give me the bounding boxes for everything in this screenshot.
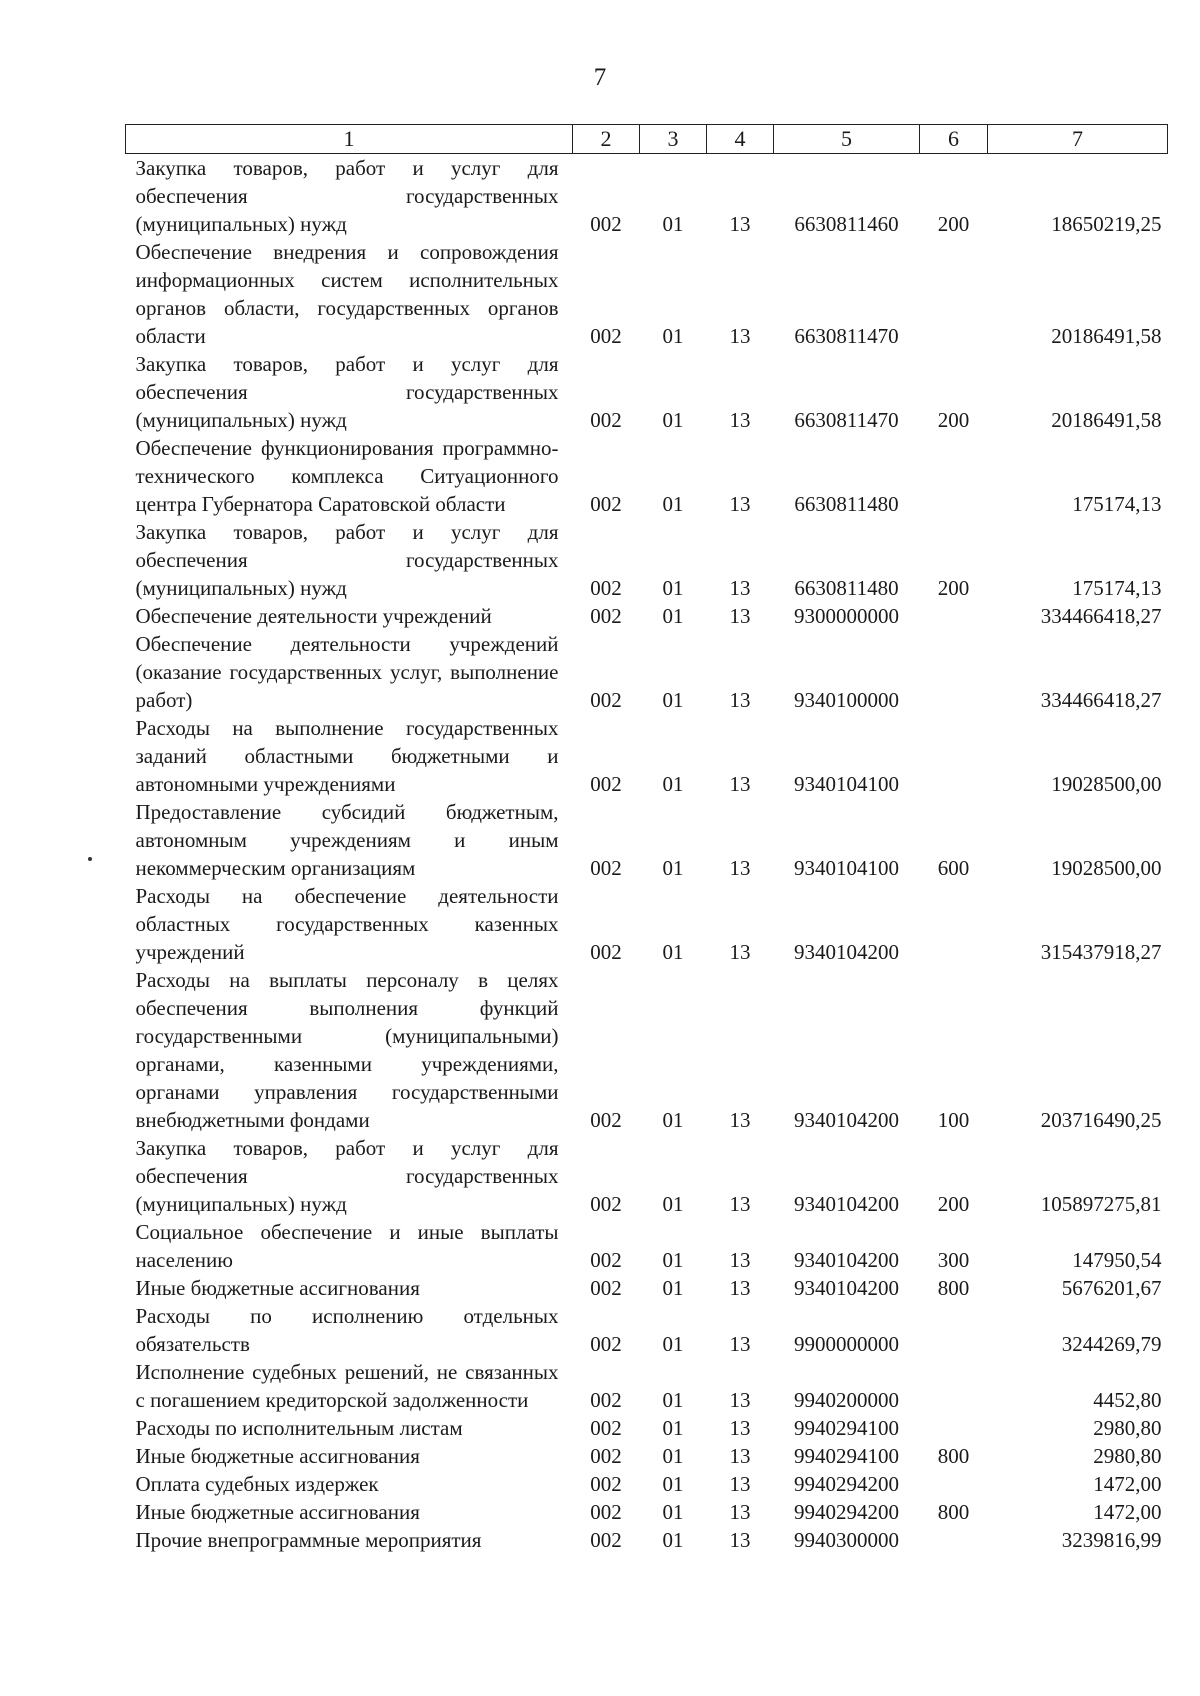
expense-type-code-cell [920,882,988,966]
amount-cell: 3244269,79 [1061,1332,1162,1356]
section-code-cell: 01 [662,940,684,964]
subsection-code-cell: 13 [729,576,751,600]
amount-cell: 334466418,27 [1040,688,1162,712]
subsection-code-cell: 13 [729,1192,751,1216]
expense-name-cell: Обеспечение деятельности учреждений (оказание государственных услуг, выполнение работ) [135,632,559,712]
section-code-cell: 01 [662,1192,684,1216]
expense-type-code-cell [920,238,988,350]
target-item-code-cell: 6630811470 [794,408,899,432]
page-number: 7 [593,64,607,91]
amount-cell: 20186491,58 [1051,408,1162,432]
table-row [126,238,1168,350]
expense-type-code-cell [920,630,988,714]
amount-cell: 3239816,99 [1061,1528,1162,1552]
scan-speck [88,857,92,861]
subsection-code-cell: 13 [729,324,751,348]
subsection-code-cell: 13 [729,1472,751,1496]
header-cell-2: 2 [573,125,640,154]
table-row [126,1302,1168,1358]
target-item-code-cell: 9940200000 [794,1388,899,1412]
target-item-code-cell: 9940294200 [794,1472,899,1496]
amount-cell: 1472,00 [1093,1472,1162,1496]
table-row [126,1358,1168,1414]
subsection-code-cell: 13 [729,1332,751,1356]
expense-type-code-cell: 600 [937,856,970,880]
table-row [126,1498,1168,1526]
subsection-code-cell: 13 [729,1528,751,1552]
expense-name-cell: Закупка товаров, работ и услуг для обеспечения государственных (муниципальных) нужд [135,1136,559,1216]
ministry-code-cell: 002 [590,1472,622,1496]
ministry-code-cell: 002 [590,576,622,600]
header-cell-7: 7 [988,125,1168,154]
target-item-code-cell: 9340104100 [794,772,899,796]
table-row [126,1134,1168,1218]
expense-name-cell: Иные бюджетные ассигнования [135,1276,420,1300]
subsection-code-cell: 13 [729,212,751,236]
table-row [126,154,1168,239]
section-code-cell: 01 [662,856,684,880]
target-item-code-cell: 9340104200 [794,1276,899,1300]
amount-cell: 1472,00 [1093,1500,1162,1524]
expense-name-cell: Расходы на выплаты персоналу в целях обеспечения выполнения функций государственными (муниципальными) органами, казенными учреждениями, органами управления государственными внебюджетными фондами [135,968,559,1132]
table-row [126,882,1168,966]
ministry-code-cell: 002 [590,1416,622,1440]
subsection-code-cell: 13 [729,688,751,712]
subsection-code-cell: 13 [729,1416,751,1440]
ministry-code-cell: 002 [590,856,622,880]
table-row [126,1414,1168,1442]
section-code-cell: 01 [662,1276,684,1300]
ministry-code-cell: 002 [590,604,622,628]
table-row [126,1526,1168,1554]
table-row [126,630,1168,714]
expense-type-code-cell: 200 [937,576,970,600]
target-item-code-cell: 9340100000 [794,688,899,712]
target-item-code-cell: 9340104100 [794,856,899,880]
expense-name-cell: Обеспечение внедрения и сопровождения информационных систем исполнительных органов области, государственных органов области [135,240,559,348]
expense-name-cell: Оплата судебных издержек [135,1472,379,1496]
target-item-code-cell: 6630811480 [794,492,899,516]
target-item-code-cell: 6630811460 [794,212,899,236]
expense-type-code-cell: 200 [937,1192,970,1216]
expense-type-code-cell [920,714,988,798]
header-cell-1: 1 [126,125,573,154]
amount-cell: 147950,54 [1072,1248,1162,1272]
amount-cell: 2980,80 [1093,1416,1162,1440]
subsection-code-cell: 13 [729,1248,751,1272]
target-item-code-cell: 9340104200 [794,1108,899,1132]
expense-name-cell: Расходы на выполнение государственных заданий областными бюджетными и автономными учреждениями [135,716,559,796]
ministry-code-cell: 002 [590,324,622,348]
table-row [126,966,1168,1134]
amount-cell: 18650219,25 [1051,212,1162,236]
amount-cell: 203716490,25 [1040,1108,1162,1132]
expense-name-cell: Иные бюджетные ассигнования [135,1444,420,1468]
table-row [126,1442,1168,1470]
subsection-code-cell: 13 [729,408,751,432]
section-code-cell: 01 [662,1444,684,1468]
expense-name-cell: Предоставление субсидий бюджетным, автономным учреждениям и иным некоммерческим организациям [135,800,559,880]
subsection-code-cell: 13 [729,1108,751,1132]
expense-type-code-cell [920,1414,988,1442]
subsection-code-cell: 13 [729,492,751,516]
subsection-code-cell: 13 [729,772,751,796]
section-code-cell: 01 [662,1528,684,1552]
target-item-code-cell: 9340104200 [794,1192,899,1216]
amount-cell: 5676201,67 [1061,1276,1162,1300]
section-code-cell: 01 [662,604,684,628]
ministry-code-cell: 002 [590,1528,622,1552]
expense-type-code-cell [920,1358,988,1414]
section-code-cell: 01 [662,1416,684,1440]
expense-type-code-cell [920,434,988,518]
expense-name-cell: Обеспечение функционирования программно-технического комплекса Ситуационного центра Губернатора Саратовской области [135,436,559,516]
expense-name-cell: Иные бюджетные ассигнования [135,1500,420,1524]
table-row [126,518,1168,602]
header-cell-5: 5 [774,125,920,154]
expense-name-cell: Обеспечение деятельности учреждений [135,604,492,628]
section-code-cell: 01 [662,772,684,796]
table-row [126,1470,1168,1498]
table-row [126,1274,1168,1302]
section-code-cell: 01 [662,688,684,712]
expense-name-cell: Закупка товаров, работ и услуг для обеспечения государственных (муниципальных) нужд [135,352,559,432]
expense-type-code-cell: 800 [937,1276,970,1300]
expense-type-code-cell: 800 [937,1500,970,1524]
section-code-cell: 01 [662,492,684,516]
ministry-code-cell: 002 [590,688,622,712]
table-row [126,434,1168,518]
expense-name-cell: Прочие внепрограммные мероприятия [135,1528,482,1552]
table-row [126,602,1168,630]
ministry-code-cell: 002 [590,1276,622,1300]
target-item-code-cell: 9340104200 [794,1248,899,1272]
expense-type-code-cell: 200 [937,212,970,236]
section-code-cell: 01 [662,1332,684,1356]
expense-type-code-cell: 800 [937,1444,970,1468]
expense-name-cell: Закупка товаров, работ и услуг для обеспечения государственных (муниципальных) нужд [135,520,559,600]
amount-cell: 20186491,58 [1051,324,1162,348]
ministry-code-cell: 002 [590,408,622,432]
ministry-code-cell: 002 [590,1192,622,1216]
expense-name-cell: Социальное обеспечение и иные выплаты населению [135,1220,559,1272]
table-row [126,714,1168,798]
subsection-code-cell: 13 [729,1388,751,1412]
header-cell-3: 3 [640,125,707,154]
section-code-cell: 01 [662,212,684,236]
section-code-cell: 01 [662,324,684,348]
subsection-code-cell: 13 [729,940,751,964]
expense-type-code-cell: 300 [937,1248,970,1272]
target-item-code-cell: 9340104200 [794,940,899,964]
amount-cell: 105897275,81 [1040,1192,1162,1216]
expense-type-code-cell [920,1526,988,1554]
amount-cell: 315437918,27 [1040,940,1162,964]
ministry-code-cell: 002 [590,1444,622,1468]
amount-cell: 19028500,00 [1051,856,1162,880]
ministry-code-cell: 002 [590,1500,622,1524]
target-item-code-cell: 9300000000 [794,604,899,628]
ministry-code-cell: 002 [590,1388,622,1412]
amount-cell: 19028500,00 [1051,772,1162,796]
expense-type-code-cell [920,602,988,630]
header-cell-4: 4 [707,125,774,154]
amount-cell: 2980,80 [1093,1444,1162,1468]
section-code-cell: 01 [662,1388,684,1412]
subsection-code-cell: 13 [729,604,751,628]
amount-cell: 175174,13 [1072,492,1162,516]
ministry-code-cell: 002 [590,940,622,964]
ministry-code-cell: 002 [590,492,622,516]
subsection-code-cell: 13 [729,1276,751,1300]
expense-name-cell: Расходы по исполнению отдельных обязательств [135,1304,559,1356]
ministry-code-cell: 002 [590,212,622,236]
section-code-cell: 01 [662,1108,684,1132]
expense-type-code-cell: 200 [937,408,970,432]
ministry-code-cell: 002 [590,1248,622,1272]
target-item-code-cell: 9940294200 [794,1500,899,1524]
ministry-code-cell: 002 [590,772,622,796]
expense-type-code-cell: 100 [937,1108,970,1132]
expense-name-cell: Исполнение судебных решений, не связанных с погашением кредиторской задолженности [135,1360,559,1412]
section-code-cell: 01 [662,576,684,600]
section-code-cell: 01 [662,1472,684,1496]
target-item-code-cell: 6630811480 [794,576,899,600]
subsection-code-cell: 13 [729,1444,751,1468]
header-cell-6: 6 [920,125,988,154]
table-row [126,1218,1168,1274]
target-item-code-cell: 9900000000 [794,1332,899,1356]
amount-cell: 4452,80 [1093,1388,1162,1412]
target-item-code-cell: 9940294100 [794,1416,899,1440]
section-code-cell: 01 [662,1500,684,1524]
target-item-code-cell: 9940300000 [794,1528,899,1552]
amount-cell: 175174,13 [1072,576,1162,600]
subsection-code-cell: 13 [729,1500,751,1524]
target-item-code-cell: 9940294100 [794,1444,899,1468]
expense-name-cell: Расходы на обеспечение деятельности областных государственных казенных учреждений [135,884,559,964]
table-body [126,154,1168,1555]
table-row [126,798,1168,882]
ministry-code-cell: 002 [590,1332,622,1356]
ministry-code-cell: 002 [590,1108,622,1132]
subsection-code-cell: 13 [729,856,751,880]
expense-type-code-cell [920,1302,988,1358]
section-code-cell: 01 [662,1248,684,1272]
budget-table [125,124,1168,1554]
table-row [126,350,1168,434]
column-number-header [126,125,1168,154]
target-item-code-cell: 6630811470 [794,324,899,348]
expense-name-cell: Расходы по исполнительным листам [135,1416,463,1440]
expense-type-code-cell [920,1470,988,1498]
expense-name-cell: Закупка товаров, работ и услуг для обеспечения государственных (муниципальных) нужд [135,156,559,236]
amount-cell: 334466418,27 [1040,604,1162,628]
section-code-cell: 01 [662,408,684,432]
